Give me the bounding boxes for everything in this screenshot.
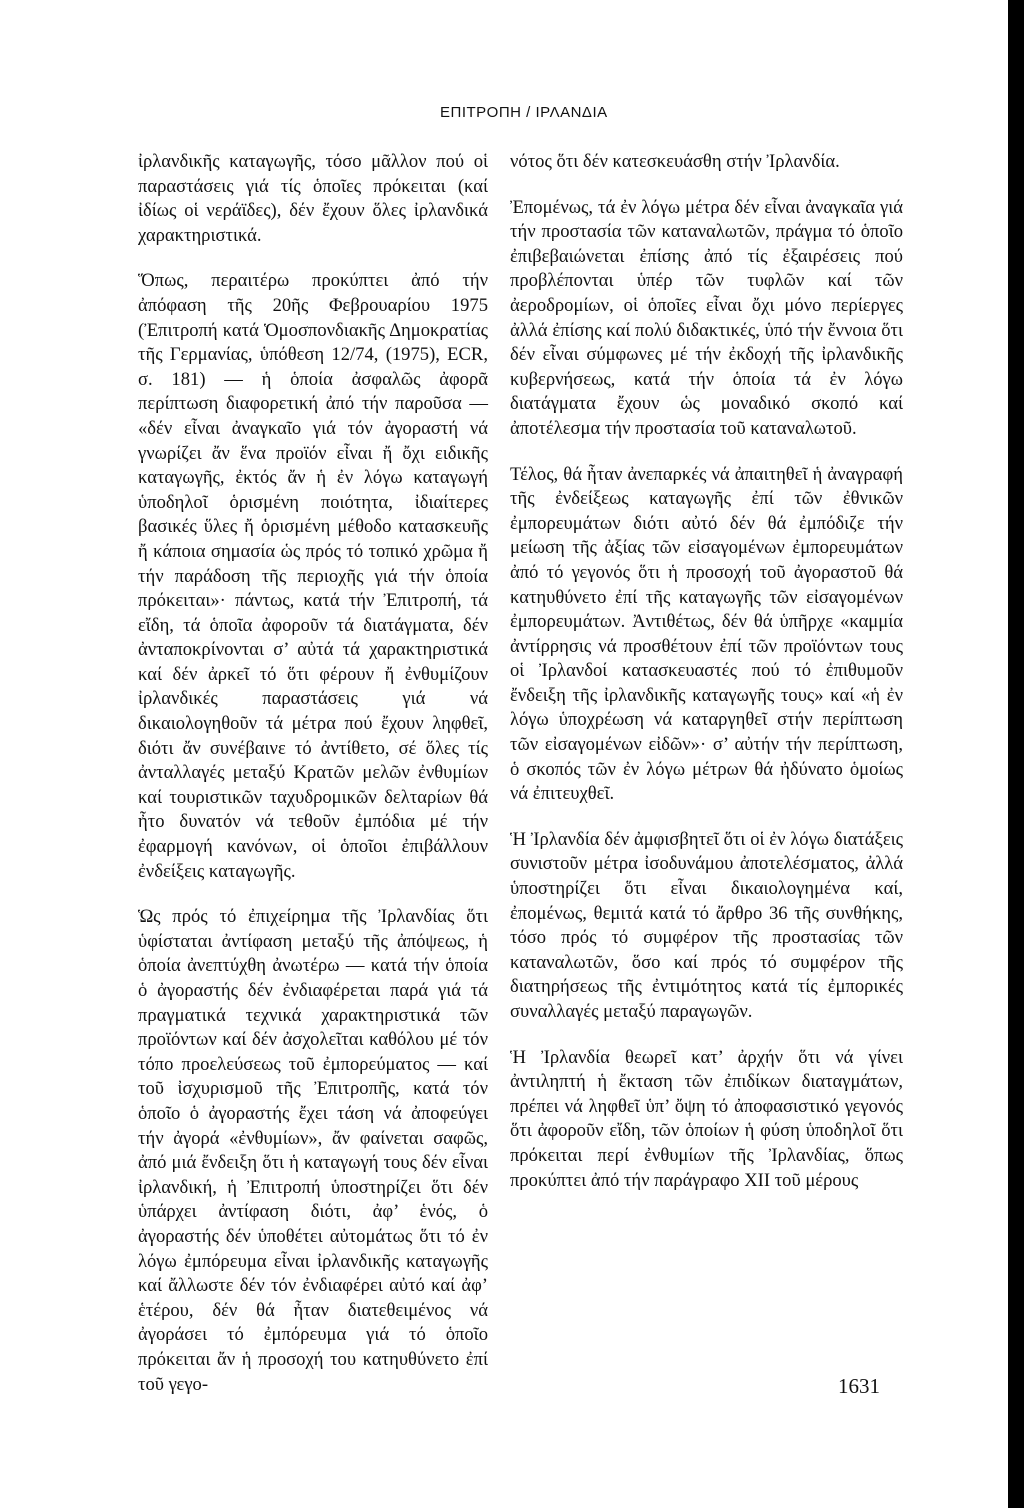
running-head: ΕΠΙΤΡΟΠΗ / ΙΡΛΑΝΔΙΑ [440, 104, 608, 121]
paragraph: Ἡ Ἰρλανδία θεωρεῖ κατ’ ἀρχήν ὅτι νά γίνει ἀντιληπτή ἡ ἔκταση τῶν ἐπιδίκων διαταγμάτων, πρέπει νά ληφθεῖ ὑπ’ ὄψη τό ἀποφασιστικό γεγονός ὅτι ἀφοροῦν εἴδη, τῶν ὁποίων ἡ φύση ὑποδηλοῖ ὅτι πρόκειται περί ἐνθυμίων τῆς Ἰρλανδίας, ὅπως προκύπτει ἀπό τήν παράγραφο XII τοῦ μέρους [510, 1046, 903, 1191]
paragraph: Ὅπως, περαιτέρω προκύπτει ἀπό τήν ἀπόφαση τῆς 20ῆς Φεβρουαρίου 1975 (Ἐπιτροπή κατά Ὁμοσπονδιακῆς Δημοκρατίας τῆς Γερμανίας, ὑπόθεση 12/74, (1975), ECR, σ. 181) — ἡ ὁποία ἀσφαλῶς ἀφορᾶ περίπτωση διαφορετική ἀπό τήν παροῦσα — «δέν εἶναι ἀναγκαῖο γιά τόν ἀγοραστή νά γνωρίζει ἄν ἕνα προϊόν εἶναι ἤ ὄχι ειδικῆς καταγωγῆς, ἐκτός ἄν ἡ ἐν λόγω καταγωγή ὑποδηλοῖ ὁρισμένη ποιότητα, ἰδιαίτερες βασικές ὕλες ἤ ὁρισμένη μέθοδο κατασκευῆς ἤ κάποια σημασία ὡς πρός τό τοπικό χρῶμα ἤ τήν παράδοση τῆς περιοχῆς γιά τήν ὁποία πρόκειται»· πάντως, κατά τήν Ἐπιτροπή, τά εἴδη, τά ὁποῖα ἀφοροῦν τά διατάγματα, δέν ἀνταποκρίνονται σ’ αὐτά τά χαρακτηριστικά καί δέν ἀρκεῖ τό ὅτι φέρουν ἤ ἐνθυμίζουν ἰρλανδικές παραστάσεις γιά νά δικαιολογηθοῦν τά μέτρα πού ἔχουν ληφθεῖ, διότι ἄν συνέβαινε τό ἀντίθετο, σέ ὅλες τίς ἀνταλλαγές μεταξύ Κρατῶν μελῶν ἐνθυμίων καί τουριστικῶν ταχυδρομικῶν δελταρίων θά ἦτο δυνατόν νά τεθοῦν ἐμπόδια μέ τήν ἐφαρμογή κανόνων, οἱ ὁποῖοι ἐπιβάλλουν ἐνδείξεις καταγωγῆς. [138, 270, 488, 882]
left-column [138, 150, 488, 1418]
paragraph: Ὡς πρός τό ἐπιχείρημα τῆς Ἰρλανδίας ὅτι ὑφίσταται ἀντίφαση μεταξύ τῆς ἀπόψεως, ἡ ὁποία ἀνεπτύχθη ἀνωτέρω — κατά τήν ὁποία ὁ ἀγοραστής δέν ἐνδιαφέρεται παρά γιά τά πραγματικά τεχνικά χαρακτηριστικά τῶν προϊόντων καί δέν ἀσχολεῖται καθόλου μέ τόν τόπο προελεύσεως τοῦ ἐμπορεύματος — καί τοῦ ἰσχυρισμοῦ τῆς Ἐπιτροπῆς, κατά τόν ὁποῖο ὁ ἀγοραστής ἔχει τάση νά ἀποφεύγει τήν ἀγορά «ἐνθυμίων», ἄν φαίνεται σαφῶς, ἀπό μιά ἔνδειξη ὅτι ἡ καταγωγή τους δέν εἶναι ἰρλανδική, ἡ Ἐπιτροπή ὑποστηρίζει ὅτι δέν ὑπάρχει ἀντίφαση διότι, ἀφ’ ἑνός, ὁ ἀγοραστής δέν ὑποθέτει αὐτομάτως ὅτι τό ἐν λόγω ἐμπόρευμα εἶναι ἰρλανδικῆς καταγωγῆς καί ἄλλωστε δέν τόν ἐνδιαφέρει αὐτό καί ἀφ’ ἑτέρου, δέν θά ἦταν διατεθειμένος νά ἀγοράσει τό ἐμπόρευμα γιά τό ὁποῖο πρόκειται ἄν ἡ προσοχή του κατηυθύνετο ἐπί τοῦ γεγο- [138, 906, 488, 1395]
paragraph: Ἡ Ἰρλανδία δέν ἀμφισβητεῖ ὅτι οἱ ἐν λόγω διατάξεις συνιστοῦν μέτρα ἰσοδυνάμου ἀποτελέσματος, ἀλλά ὑποστηρίζει ὅτι εἶναι δικαιολογημένα καί, ἐπομένως, θεμιτά κατά τό ἄρθρο 36 τῆς συνθήκης, τόσο πρός τό συμφέρον τῆς προστασίας τῶν καταναλωτῶν, ὅσο καί πρός τό συμφέρον τῆς διατηρήσεως τῆς ἐντιμότητος κατά τίς ἐμπορικές συναλλαγές μεταξύ παραγωγῶν. [510, 828, 903, 1022]
page-number: 1631 [838, 1374, 880, 1398]
scan-edge-bar [1008, 0, 1024, 1508]
paragraph: ἰρλανδικῆς καταγωγῆς, τόσο μᾶλλον πού οἱ παραστάσεις γιά τίς ὁποῖες πρόκειται (καί ἰδίως οἱ νεράϊδες), δέν ἔχουν ὅλες ἰρλανδικά χαρακτηριστικά. [138, 151, 488, 246]
right-column [510, 150, 903, 1214]
paragraph: Ἐπομένως, τά ἐν λόγω μέτρα δέν εἶναι ἀναγκαῖα γιά τήν προστασία τῶν καταναλωτῶν, πράγμα τό ὁποῖο ἐπιβεβαιώνεται ἐπίσης ἀπό τίς ἐξαιρέσεις πού προβλέπονται ὑπέρ τῶν τυφλῶν καί τῶν ἀεροδρομίων, οἱ ὁποῖες εἶναι ὄχι μόνο περίεργες ἀλλά ἐπίσης καί πολύ διδακτικές, ὑπό τήν ἔννοια ὅτι δέν εἶναι σύμφωνες μέ τήν ἐκδοχή τῆς ἰρλανδικῆς κυβερνήσεως, κατά τήν ὁποία τά ἐν λόγω διατάγματα ἔχουν ὡς μοναδικό σκοπό καί ἀποτέλεσμα τήν προστασία τοῦ καταναλωτοῦ. [510, 196, 903, 439]
paragraph: νότος ὅτι δέν κατεσκευάσθη στήν Ἰρλανδία. [510, 151, 840, 172]
paragraph: Τέλος, θά ἦταν ἀνεπαρκές νά ἀπαιτηθεῖ ἡ ἀναγραφή τῆς ἐνδείξεως καταγωγῆς ἐπί τῶν ἐθνικῶν ἐμπορευμάτων διότι αὐτό δέν θά ἐμπόδιζε τήν μείωση τῆς ἀξίας τῶν εἰσαγομένων ἐμπορευμάτων ἀπό τό γεγονός ὅτι ἡ προσοχή τοῦ ἀγοραστοῦ θά κατηυθύνετο ἐπί τῆς καταγωγῆς τῶν εἰσαγομένων ἐμπορευμάτων. Ἀντιθέτως, δέν θά ὑπῆρχε «καμμία ἀντίρρησις νά προσθέτουν ἐπί τῶν προϊόντων τους οἱ Ἰρλανδοί κατασκευαστές πού τό ἐπιθυμοῦν ἔνδειξη τῆς ἰρλανδικῆς καταγωγῆς τους» καί «ἡ ἐν λόγω ὑποχρέωση νά καταργηθεῖ στήν περίπτωση τῶν εἰσαγομένων εἰδῶν»· σ’ αὐτήν τήν περίπτωση, ὁ σκοπός τῶν ἐν λόγω μέτρων θά ἠδύνατο ὁμοίως νά ἐπιτευχθεῖ. [510, 463, 903, 805]
